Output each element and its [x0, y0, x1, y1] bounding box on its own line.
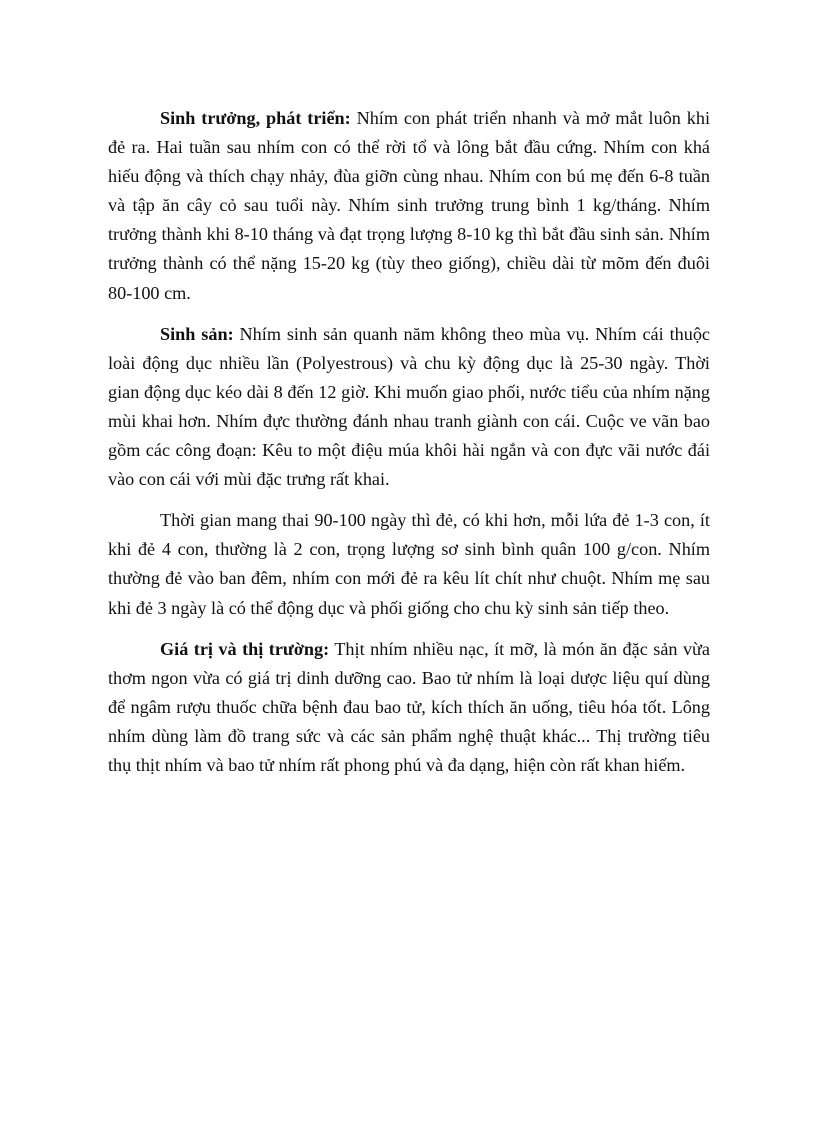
paragraph-reproduction: [108, 320, 710, 495]
text-growth: Nhím con phát triển nhanh và mở mắt luôn khi đẻ ra. Hai tuần sau nhím con có thể rời tổ và lông bắt đầu cứng. Nhím con khá hiếu động và thích chạy nhảy, đùa giỡn cùng nhau. Nhím con bú mẹ đến 6-8 tuần và tập ăn cây cỏ sau tuổi này. Nhím sinh trưởng trung bình 1 kg/tháng. Nhím trưởng thành khi 8-10 tháng và đạt trọng lượng 8-10 kg thì bắt đầu sinh sản. Nhím trưởng thành có thể nặng 15-20 kg (tùy theo giống), chiều dài từ mõm đến đuôi 80-100 cm.: [108, 108, 710, 303]
paragraph-growth: [108, 104, 710, 308]
heading-growth: Sinh trưởng, phát triển:: [160, 108, 351, 128]
text-value-market: Thịt nhím nhiều nạc, ít mỡ, là món ăn đặc sản vừa thơm ngon vừa có giá trị dinh dưỡng cao. Bao tử nhím là loại dược liệu quí dùng để ngâm rượu thuốc chữa bệnh đau bao tử, kích thích ăn uống, tiêu hóa tốt. Lông nhím dùng làm đồ trang sức và các sản phẩm nghệ thuật khác... Thị trường tiêu thụ thịt nhím và bao tử nhím rất phong phú và đa dạng, hiện còn rất khan hiếm.: [108, 638, 710, 775]
text-gestation: Thời gian mang thai 90-100 ngày thì đẻ, có khi hơn, mỗi lứa đẻ 1-3 con, ít khi đẻ 4 con, thường là 2 con, trọng lượng sơ sinh bình quân 100 g/con. Nhím thường đẻ vào ban đêm, nhím con mới đẻ ra kêu lít chít như chuột. Nhím mẹ sau khi đẻ 3 ngày là có thể động dục và phối giống cho chu kỳ sinh sản tiếp theo.: [108, 510, 710, 618]
paragraph-gestation: [108, 506, 710, 622]
paragraph-value-market: [108, 635, 710, 780]
document-body: [108, 104, 710, 780]
heading-value-market: Giá trị và thị trường:: [160, 638, 330, 659]
heading-reproduction: Sinh sản:: [160, 323, 234, 344]
text-reproduction: Nhím sinh sản quanh năm không theo mùa vụ. Nhím cái thuộc loài động dục nhiều lần (Polyestrous) và chu kỳ động dục là 25-30 ngày. Thời gian động dục kéo dài 8 đến 12 giờ. Khi muốn giao phối, nước tiểu của nhím nặng mùi khai hơn. Nhím đực thường đánh nhau tranh giành con cái. Cuộc ve vãn bao gồm các công đoạn: Kêu to một điệu múa khôi hài ngắn và con đực vãi nước đái vào con cái với mùi đặc trưng rất khai.: [108, 323, 710, 490]
